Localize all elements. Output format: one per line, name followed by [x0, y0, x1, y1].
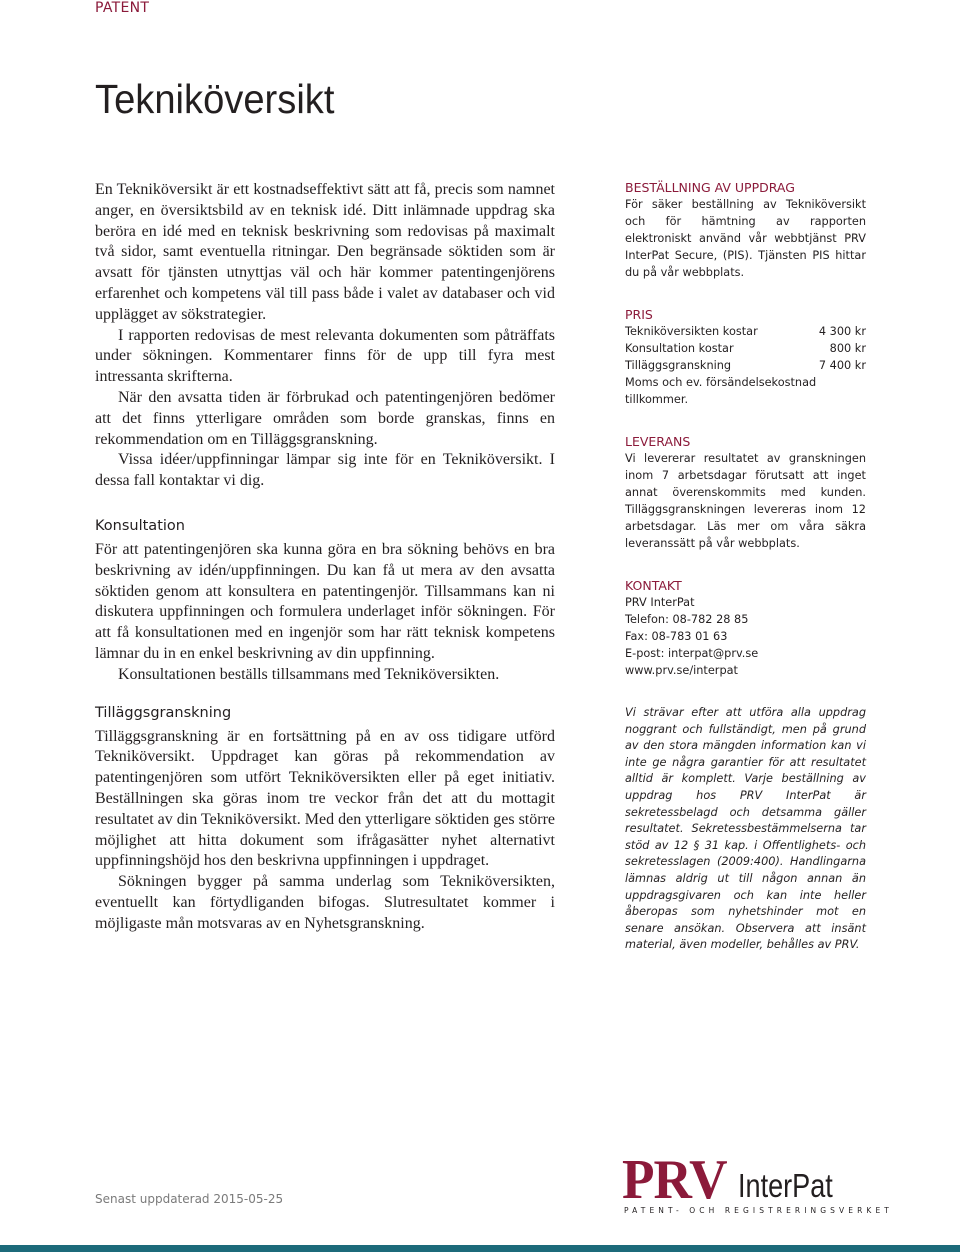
price-row — [625, 340, 866, 357]
price-note: Moms och ev. försändelsekostnad tillkommer. — [625, 376, 817, 406]
konsultation-paragraph: För att patentingenjören ska kunna göra en bra sökning behövs en bra beskrivning av idén/uppfinningen. Du kan få ut mera av den avsatta söktiden genom att konsultera en patentingenjör. Tillsammans kan ni diskutera uppfinningen och formulera underlaget inför sökningen. För att få konsultationen med en ingenjör som har rätt teknisk kompetens lämnar du in en enkel beskrivning av din uppfinning. — [95, 540, 555, 662]
price-label: Konsultation kostar — [625, 342, 734, 355]
contact-website[interactable]: www.prv.se/interpat — [625, 664, 738, 677]
leverans-heading: LEVERANS — [625, 434, 691, 449]
konsultation-paragraph: Konsultationen beställs tillsammans med Tekniköversikten. — [118, 665, 500, 683]
logo-prv-text: PRV — [622, 1149, 727, 1211]
price-label: Tilläggsgranskning — [625, 359, 732, 372]
main-column — [95, 180, 555, 935]
leverans-text: Vi levererar resultatet av granskningen inom 7 arbetsdagar förutsatt att inget annat överenskommits med kunden. Tilläggsgranskningen levereras inom 12 arbetsdagar. Läs mer om våra säkra leveranssätt på vår webbplats. — [625, 452, 866, 550]
page-title: Tekniköversikt — [95, 76, 335, 122]
bestallning-text: För säker beställning av Tekniköversikt och för hämtning av rapporten elektroniskt använd vår webbtjänst PRV InterPat Secure, (PIS). Tjänsten PIS hittar du på vår webbplats. — [625, 198, 866, 279]
bestallning-heading: BESTÄLLNING AV UPPDRAG — [625, 180, 795, 195]
tillaggsgranskning-paragraph: Tilläggsgranskning är en fortsättning på en av oss tidigare utförd Tekniköversikt. Uppdraget kan göras på rekommendation av patentingenjören som utfört Tekniköversikten eller på eget initiativ. Beställningen ska göras inom tre veckor från det att du mottagit resultatet av din Tekniköversikt. Med den ytterligare söktiden ges större möjlighet att hitta dokument som ifrågasätter nyhet alternativt uppfinningshöjd hos den beskrivna uppfinningen i uppdraget. — [95, 727, 555, 870]
sidebar-column — [625, 180, 866, 954]
konsultation-section — [95, 516, 555, 686]
logo-interpat-text: InterPat — [738, 1167, 833, 1204]
contact-fax: Fax: 08-783 01 63 — [625, 630, 728, 643]
contact-email[interactable]: E-post: interpat@prv.se — [625, 647, 759, 660]
konsultation-heading: Konsultation — [95, 517, 185, 534]
document-category-label: PATENT — [95, 0, 150, 16]
disclaimer-note: Vi strävar efter att utföra alla uppdrag noggrant och fullständigt, men på grund av den stora mängden information kan vi inte ge några garantier för att resultatet alltid är komplett. Varje beställning av uppdrag hos PRV InterPat är sekretessbelagd och detsamma gäller resultatet. Sekretessbestämmelserna tar stöd av 12 § 31 kap. i Offentlighets- och sekretesslagen (2009:400). Handlingarna lämnas aldrig ut till någon annan än uppdragsgivaren och kan inte heller åberopas som nyhetshinder mot en senare ansökan. Observera att insänt material, även modeller, behålles av PRV. — [625, 706, 866, 952]
price-value: 7 400 kr — [818, 359, 866, 372]
tillaggsgranskning-heading: Tilläggsgranskning — [95, 704, 232, 721]
bottom-color-bar — [0, 1245, 960, 1252]
leverans-block — [625, 434, 866, 552]
pris-block — [625, 307, 866, 408]
tillaggsgranskning-paragraph: Sökningen bygger på samma underlag som Tekniköversikten, eventuellt kan förtydliganden bifogas. Slutresultatet kommer i möjligaste mån motsvaras av en Nyhetsgranskning. — [95, 873, 555, 932]
pris-heading: PRIS — [625, 307, 653, 322]
intro-paragraph: I rapporten redovisas de mest relevanta dokumenten som påträffats under sökningen. Kommentarer finns för de upp till fyra mest intressanta skrifterna. — [95, 326, 555, 386]
bestallning-block — [625, 180, 866, 281]
kontakt-heading: KONTAKT — [625, 578, 682, 593]
contact-name: PRV InterPat — [625, 596, 695, 609]
contact-phone[interactable]: Telefon: 08-782 28 85 — [625, 613, 749, 626]
price-value: 4 300 kr — [818, 325, 866, 338]
price-value: 800 kr — [829, 342, 866, 355]
kontakt-block — [625, 578, 866, 679]
price-label: Tekniköversikten kostar — [625, 325, 758, 338]
last-updated-date: Senast uppdaterad 2015-05-25 — [95, 1192, 284, 1206]
price-row — [625, 323, 866, 340]
intro-paragraph: När den avsatta tiden är förbrukad och patentingenjören bedömer att det finns ytterligare områden som borde granskas, finns en rekommendation om en Tilläggsgranskning. — [95, 388, 555, 448]
intro-paragraph: En Tekniköversikt är ett kostnadseffektivt sätt att få, precis som namnet anger, en översiktsbild av en teknisk idé. Ditt inlämnade uppdrag ska beröra en idé med en teknisk beskrivning som redovisas på maximalt två sidor, samt eventuella ritningar. Den begränsade söktiden som är avsatt för tjänsten utnyttjas väl och här kommer patentingenjörens erfarenhet och kompetens väl till pass både i valet av databaser och vid upplägget av sökstrategier. — [95, 181, 555, 323]
logo-subtitle: PATENT- OCH REGISTRERINGSVERKET — [624, 1206, 893, 1215]
intro-paragraph: Vissa idéer/uppfinningar lämpar sig inte för en Tekniköversikt. I dessa fall kontaktar vi dig. — [95, 451, 555, 490]
tillaggsgranskning-section — [95, 703, 555, 935]
price-row — [625, 357, 866, 374]
prv-interpat-logo — [622, 1149, 893, 1218]
